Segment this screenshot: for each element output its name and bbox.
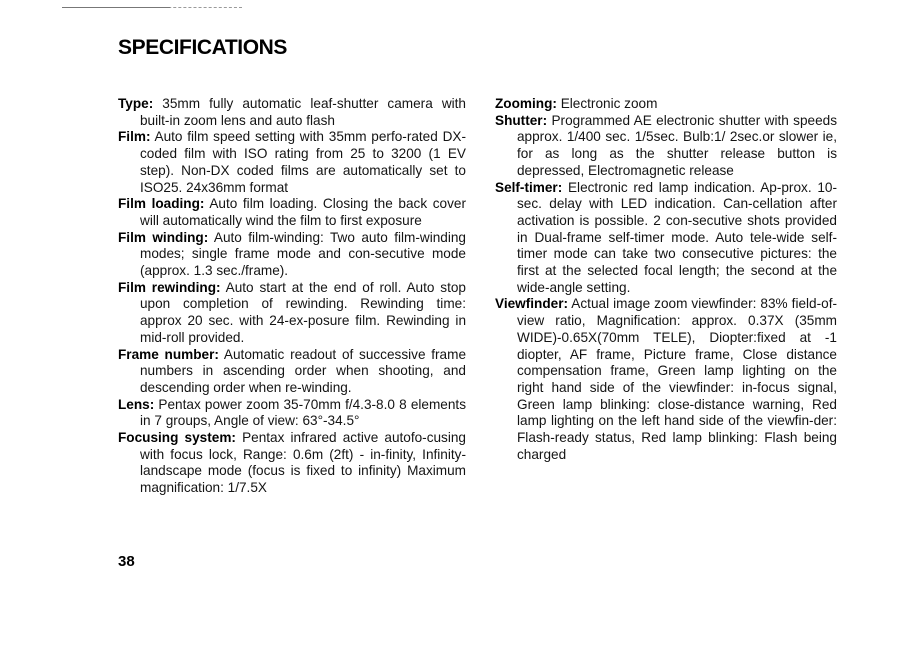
spec-term: Focusing system:: [118, 430, 236, 446]
spec-text: Auto start at the end of roll. Auto stop upon completion of rewinding. Rewinding time: approx 20 sec. with 24-ex-posure film. Rewinding in mid-roll provided.: [140, 279, 466, 345]
spec-text: Actual image zoom viewfinder: 83% field-of-view ratio, Magnification: approx. 0.37X (35mm WIDE)-0.65X(70mm TELE), Diopter:fixed at -1 diopter, AF frame, Picture frame, Close distance compensation frame, Green lamp lighting on the right hand side of the viewfinder: in-focus signal, Green lamp blinking: close-distance warning, Red lamp lighting on the left hand side of the viewfin-der: Flash-ready status, Red lamp blinking: Flash being charged: [517, 296, 837, 462]
spec-term: Film winding:: [118, 229, 209, 245]
spec-text: 35mm fully automatic leaf-shutter camera with built-in zoom lens and auto flash: [140, 96, 466, 128]
spec-term: Zooming:: [495, 96, 557, 111]
spec-term: Shutter:: [495, 112, 548, 128]
spec-term: Film:: [118, 129, 151, 145]
spec-text: Pentax infrared active autofo-cusing with focus lock, Range: 0.6m (2ft) - in-finity, Infinity-landscape mode (focus is fixed to infinity) Maximum magnification: 1/7.5X: [140, 430, 466, 496]
spec-lens: [118, 397, 466, 430]
spec-film-rewinding: [118, 280, 466, 347]
page-number: 38: [118, 553, 135, 570]
spec-term: Frame number:: [118, 346, 219, 362]
page-title: SPECIFICATIONS: [118, 36, 288, 59]
spec-type: [118, 96, 466, 129]
spec-film-loading: [118, 196, 466, 229]
spec-term: Lens:: [118, 396, 155, 412]
spec-text: Electronic zoom: [556, 96, 658, 111]
spec-term: Type:: [118, 96, 154, 111]
spec-text: Electronic red lamp indication. Ap-prox. 10-sec. delay with LED indication. Can-cellation after activation is possible. 2 con-secutive shots provided in Dual-frame self-timer mode. Auto tele-wide self-timer mode can take two consecutive pictures: the first at the selected focal length; the second at the wide-angle setting.: [517, 179, 837, 295]
specs-left-column: [118, 96, 466, 497]
spec-term: Self-timer:: [495, 179, 563, 195]
spec-film: [118, 129, 466, 196]
spec-term: Film rewinding:: [118, 279, 221, 295]
spec-viewfinder: [495, 296, 837, 463]
top-rule-solid: [62, 7, 170, 8]
spec-term: Film loading:: [118, 196, 205, 212]
spec-text: Programmed AE electronic shutter with speeds approx. 1/400 sec. 1/5sec. Bulb:1/ 2sec.or slower ie, for as long as the shutter release button is depressed, Electromagnetic release: [517, 112, 837, 178]
specs-right-column: [495, 96, 837, 463]
spec-text: Auto film loading. Closing the back cover will automatically wind the film to first exposure: [140, 196, 466, 228]
spec-text: Auto film speed setting with 35mm perfo-rated DX-coded film with ISO rating from 25 to 3200 (1 EV step). Non-DX coded films are automatically set to ISO25. 24x36mm format: [140, 129, 466, 195]
spec-zooming: [495, 96, 837, 113]
spec-text: Auto film-winding: Two auto film-winding modes; single frame mode and con-secutive mode (approx. 1.3 sec./frame).: [140, 229, 466, 279]
spec-focusing-system: [118, 430, 466, 497]
spec-frame-number: [118, 347, 466, 397]
spec-self-timer: [495, 180, 837, 297]
spec-text: Automatic readout of successive frame numbers in ascending order when shooting, and descending order when re-winding.: [140, 346, 466, 395]
spec-film-winding: [118, 230, 466, 280]
spec-text: Pentax power zoom 35-70mm f/4.3-8.0 8 elements in 7 groups, Angle of view: 63°-34.5°: [140, 396, 466, 429]
spec-shutter: [495, 113, 837, 180]
spec-term: Viewfinder:: [495, 296, 569, 312]
